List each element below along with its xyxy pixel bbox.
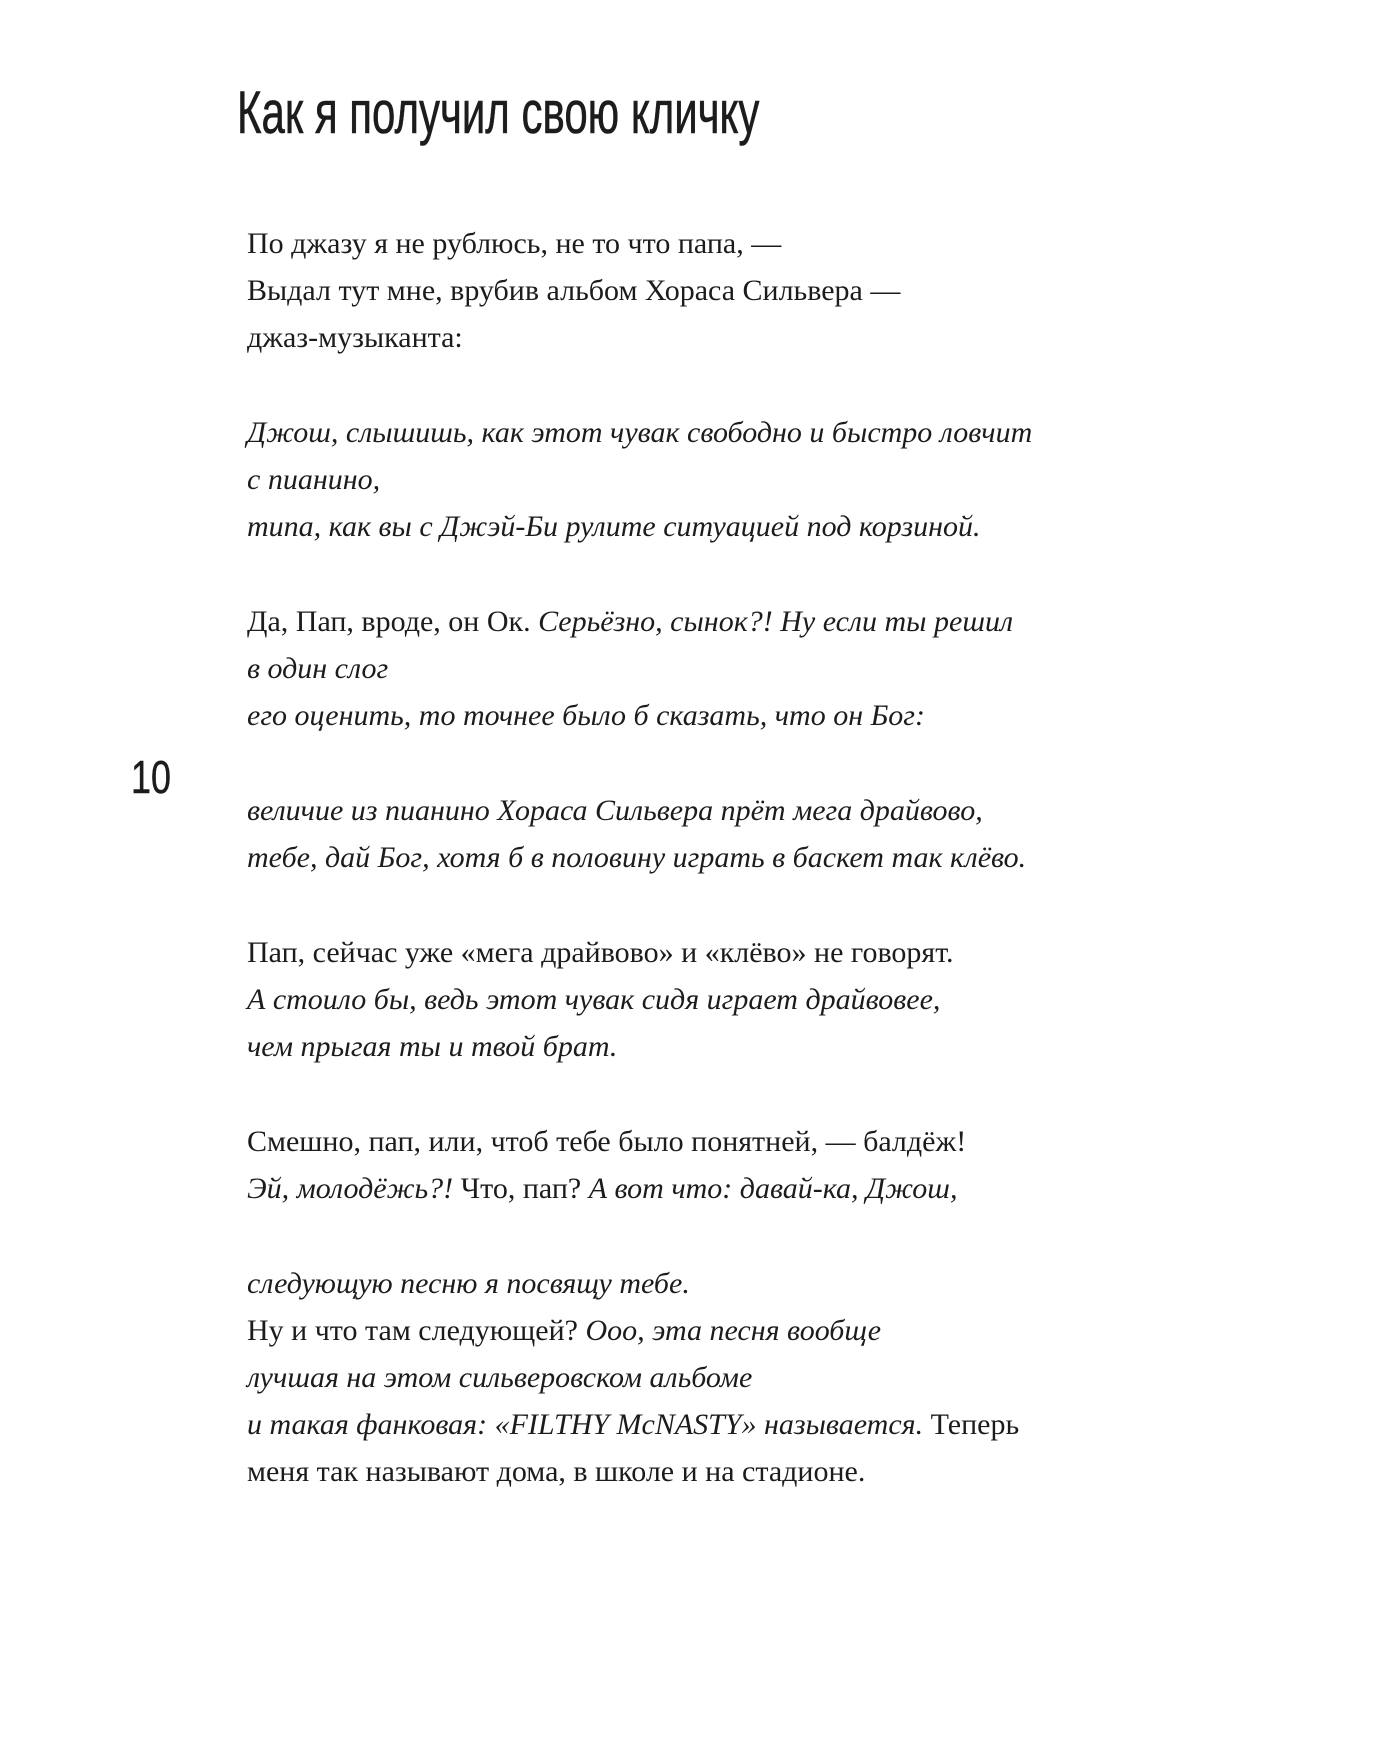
stanza [247,220,1032,361]
poem-text-italic: величие из пианино Хораса Сильвера прёт мега драйвово, [247,794,983,827]
poem-line [247,456,1032,503]
poem-line [247,267,1032,314]
poem-text-italic: А стоило бы, ведь этот чувак сидя играет драйвовее, [247,983,941,1016]
poem-line [247,1260,1032,1307]
poem-line [247,1307,1032,1354]
poem-text-italic: тебе, дай Бог, хотя б в половину играть в баскет так клёво. [247,841,1027,874]
stanza [247,1118,1032,1212]
poem-line [247,598,1032,645]
poem-line [247,787,1032,834]
poem-text-italic: с пианино, [247,463,381,496]
poem-line [247,1448,1032,1495]
page-title-text: Как я получил свою кличку [237,79,760,146]
poem-line [247,976,1032,1023]
poem-text-regular: Теперь [930,1408,1020,1441]
poem-text-regular: Выдал тут мне, врубив альбом Хораса Сильвера — [247,274,901,307]
poem-line [247,1165,1032,1212]
poem-text-italic: Серьёзно, сынок?! Ну если ты решил [538,605,1014,638]
poem-text-regular: Ну и что там следующей? [247,1314,586,1347]
poem-line [247,503,1032,550]
poem-text-italic: Ооо, эта песня вообще [585,1314,882,1347]
poem-line [247,1354,1032,1401]
poem-text-regular: По джазу я не рублюсь, не то что папа, — [247,227,782,260]
poem-line [247,409,1032,456]
poem-line [247,314,1032,361]
stanza [247,598,1032,739]
stanza [247,787,1032,881]
poem-text-italic: А вот что: давай-ка, Джош, [588,1172,958,1205]
poem-text-regular: Да, Пап, вроде, он Ок. [247,605,539,638]
poem-text-italic: и такая фанковая: «FILTHY McNASTY» называется. [247,1408,931,1441]
poem-text-italic: Джош, слышишь, как этот чувак свободно и быстро ловчит [247,416,1033,449]
page-number-text: 10 [131,751,171,803]
poem-line [247,834,1032,881]
poem-text-italic: лучшая на этом сильверовском альбоме [247,1361,753,1394]
poem-text-italic: его оценить, то точнее было б сказать, что он Бог: [247,699,925,732]
stanza [247,409,1032,550]
poem-line [247,692,1032,739]
poem-line [247,1118,1032,1165]
poem-text-italic: Эй, молодёжь?! [247,1172,461,1205]
page-title [237,78,983,147]
poem-line [247,1401,1032,1448]
poem-line [247,220,1032,267]
poem-text-regular: Смешно, пап, или, чтоб тебе было понятней, — балдёж! [247,1125,967,1158]
page-number [131,750,182,804]
poem-text-regular: Пап, сейчас уже «мега драйвово» и «клёво» не говорят. [247,936,954,969]
poem-line [247,1023,1032,1070]
poem-text-italic: в один слог [247,652,389,685]
poem-text-italic: типа, как вы с Джэй-Би рулите ситуацией под корзиной. [247,510,981,543]
poem-text-regular: меня так называют дома, в школе и на стадионе. [247,1455,866,1488]
poem-text-italic: чем прыгая ты и твой брат. [247,1030,618,1063]
poem-line [247,929,1032,976]
poem-text-regular: джаз-музыканта: [247,321,463,354]
poem-line [247,645,1032,692]
poem-text-italic: следующую песню я посвящу тебе. [247,1267,690,1300]
poem-text-regular: Что, пап? [460,1172,589,1205]
poem [247,220,1032,1543]
stanza [247,1260,1032,1495]
stanza [247,929,1032,1070]
